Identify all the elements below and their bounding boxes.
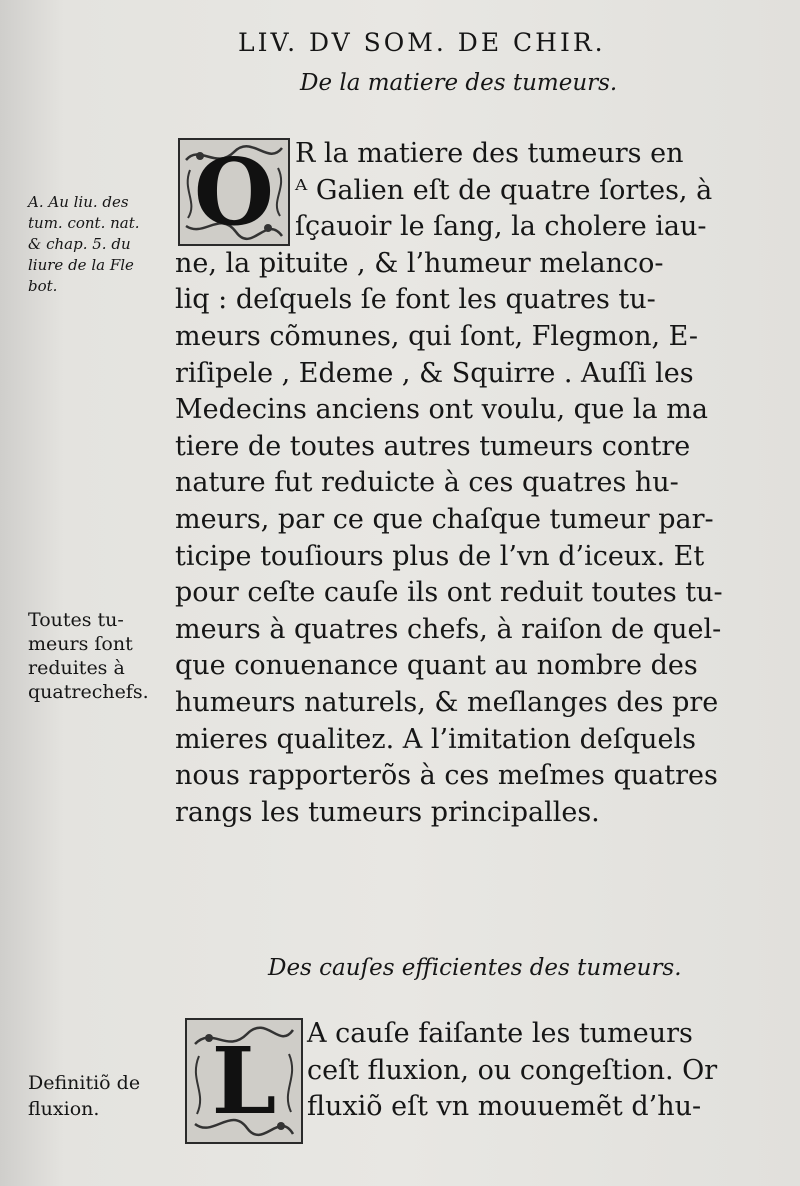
margin-note-fluxion [28,1070,173,1122]
text-line: Medecins anciens ont voulu, que la ma [175,394,708,426]
text-line: meurs, par ce que chaſque tumeur par- [175,503,714,535]
text-line: humeurs naturels, & meſlanges des pre [175,686,719,718]
text-line: nous rapporterõs à ces meſmes quatres [175,760,718,792]
dropcap-letter: O [193,138,275,246]
text-line: meurs cõmunes, qui ſont, Flegmon, E- [175,320,698,352]
text-line: que conuenance quant au nombre des [175,650,698,682]
text-line: R la matiere des tumeurs en [295,138,684,169]
text-line: pour ceſte cauſe ils ont reduit toutes tu- [175,577,723,609]
note-line: Toutes tu- [28,609,124,631]
note-line: Definitiõ de [28,1072,141,1094]
text-line: ticipe touſiours plus de l’vn d’iceux. Et [175,540,705,572]
text-line: ᴬ Galien eſt de quatre ſortes, à [295,174,713,206]
margin-note-reference [28,192,173,297]
note-line: bot. [28,277,58,295]
note-line: liure de la Fle [28,256,134,274]
section-title-causes: Des cauſes efficientes des tumeurs. [268,955,682,981]
paragraph-matiere [175,136,760,831]
paragraph-causes [175,1016,760,1126]
text-line: ceſt fluxion, ou congeſtion. Or [307,1054,718,1086]
note-line: A. Au liu. des [28,193,129,211]
text-line: fluxiõ eſt vn mouuemẽt d’hu- [307,1091,702,1123]
section-title: De la matiere des tumeurs. [300,70,618,96]
note-line: & chap. 5. du [28,235,131,253]
text-line: riſipele , Edeme , & Squirre . Auſſi les [175,357,694,389]
note-line: reduites à [28,657,125,679]
text-line: A cauſe faiſante les tumeurs [307,1018,693,1049]
margin-note-quatre-chefs [28,608,173,704]
text-line: meurs à quatres chefs, à raiſon de quel- [175,613,722,645]
running-head: LIV. DV SOM. DE CHIR. [238,28,606,57]
text-line: nature fut reduicte à ces quatres hu- [175,467,679,499]
text-line: liq : deſquels ſe font les quatres tu- [175,284,656,316]
note-line: meurs ſont [28,633,133,655]
note-line: quatrechefs. [28,681,149,703]
text-line: rangs les tumeurs principalles. [175,796,600,828]
note-line: fluxion. [28,1098,100,1120]
dropcap-letter: L [211,1027,277,1135]
text-line: tiere de toutes autres tumeurs contre [175,430,691,462]
text-line: ne, la pituite , & l’humeur melanco- [175,247,664,279]
text-line: mieres qualitez. A l’imitation deſquels [175,723,697,755]
text-line: ſçauoir le ſang, la cholere iau- [295,211,707,243]
note-line: tum. cont. nat. [28,214,140,232]
